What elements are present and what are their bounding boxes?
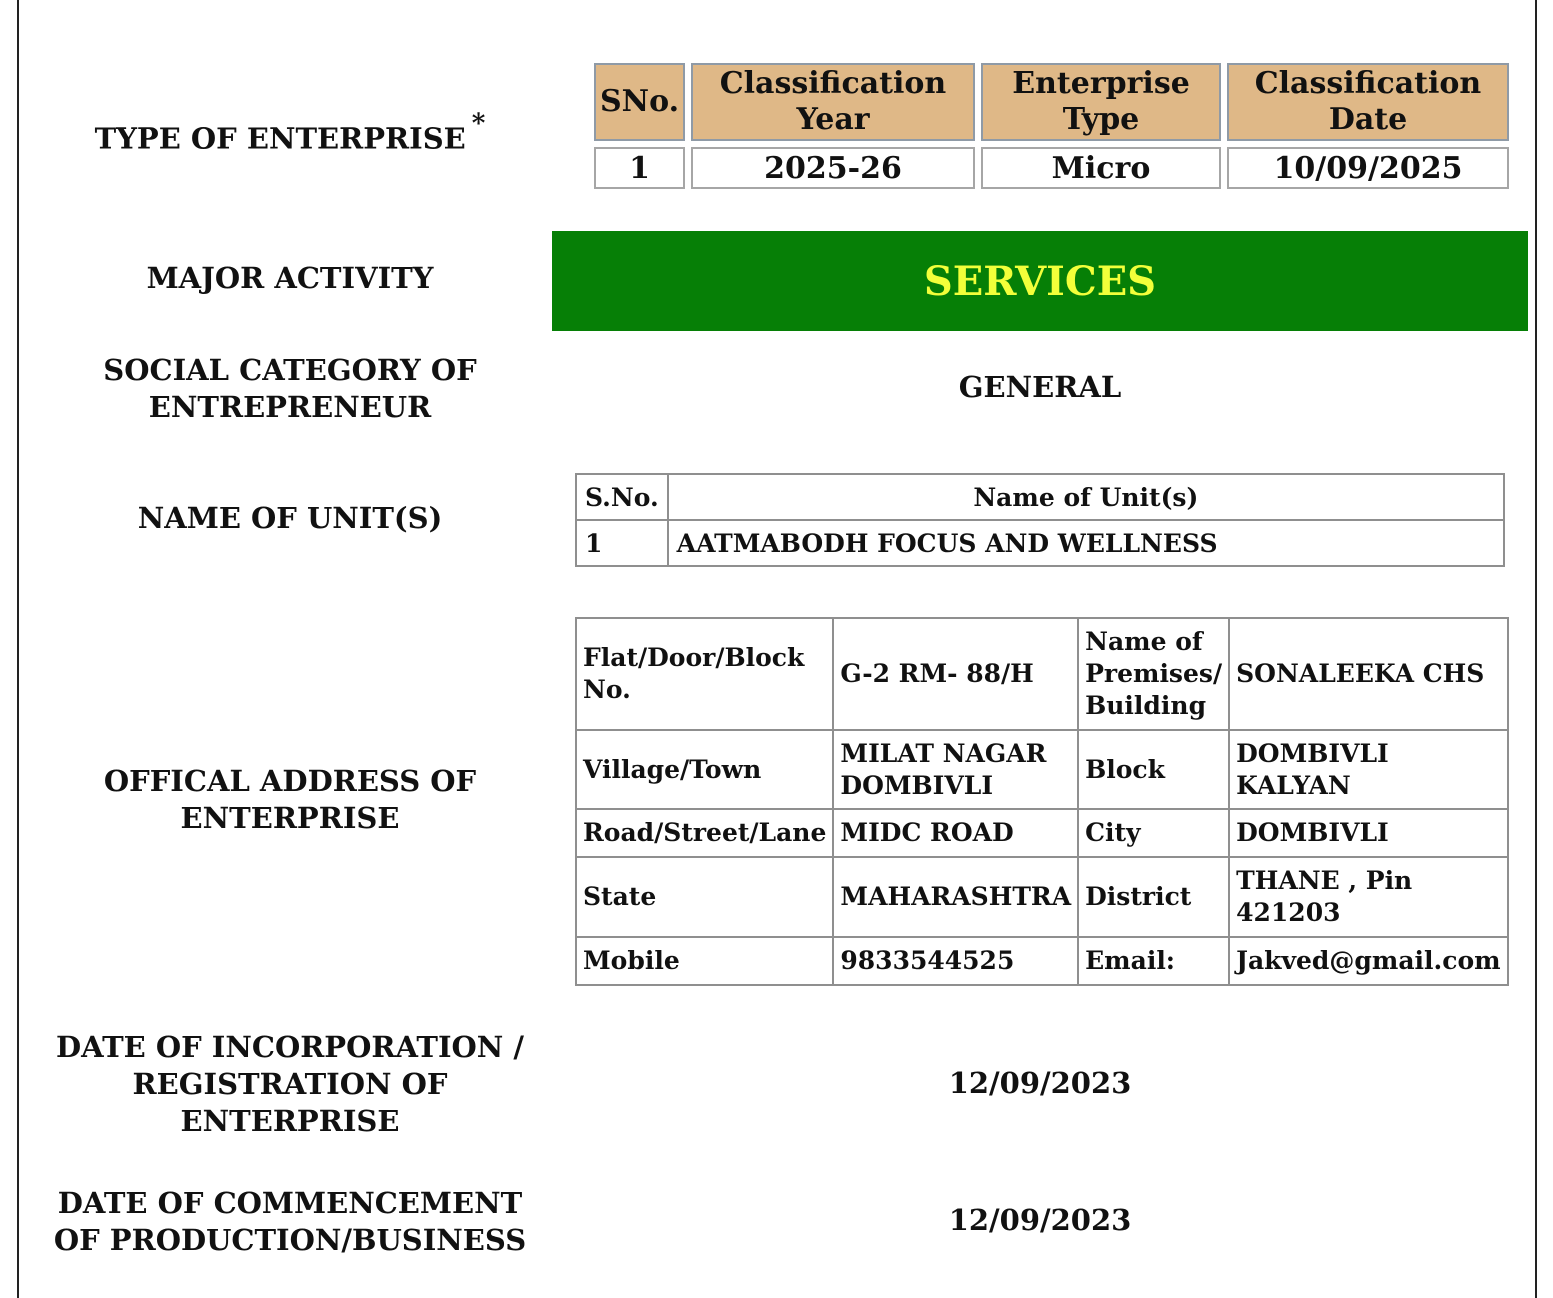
address-key: City [1078, 809, 1229, 857]
cell-classification-year: 2025-26 [691, 147, 975, 189]
header-sno: S.No. [576, 474, 668, 520]
commencement-date-label [40, 1185, 540, 1259]
social-category-label [40, 352, 540, 426]
header-classification-year: Classification Year [691, 63, 975, 141]
address-value: DOMBIVLI KALYAN [1229, 730, 1507, 809]
commencement-date-value: 12/09/2023 [948, 1203, 1132, 1237]
address-value: DOMBIVLI [1229, 809, 1507, 857]
incorporation-label-line3: ENTERPRISE [180, 1104, 400, 1138]
address-key: Road/Street/Lane [576, 809, 833, 857]
address-key: State [576, 857, 833, 937]
commencement-label-line2: OF PRODUCTION/BUSINESS [53, 1223, 527, 1257]
table-row [576, 520, 1504, 566]
table-row [576, 937, 1508, 985]
major-activity-value: SERVICES [923, 257, 1157, 305]
header-sno: SNo. [594, 63, 685, 141]
incorporation-date-value: 12/09/2023 [948, 1066, 1132, 1100]
address-key: Block [1078, 730, 1229, 809]
table-row [576, 809, 1508, 857]
cell-sno: 1 [576, 520, 668, 566]
header-enterprise-type: Enterprise Type [981, 63, 1221, 141]
official-address-label-line2: ENTERPRISE [180, 801, 400, 835]
incorporation-date-label [40, 1029, 540, 1140]
address-key: Flat/Door/Block No. [576, 618, 833, 730]
address-key: Village/Town [576, 730, 833, 809]
table-row [576, 730, 1508, 809]
official-address-label [40, 763, 540, 837]
enterprise-classification-table [588, 57, 1515, 195]
major-activity-label: MAJOR ACTIVITY [146, 261, 434, 295]
address-key: Name of Premises/ Building [1078, 618, 1229, 730]
address-value: MAHARASHTRA [833, 857, 1078, 937]
address-key: Mobile [576, 937, 833, 985]
social-category-label-line2: ENTREPRENEUR [148, 390, 432, 424]
commencement-label-line1: DATE OF COMMENCEMENT [57, 1186, 523, 1220]
cell-enterprise-type: Micro [981, 147, 1221, 189]
table-header-row [576, 474, 1504, 520]
cell-sno: 1 [594, 147, 685, 189]
address-value: MIDC ROAD [833, 809, 1078, 857]
table-row [594, 147, 1509, 189]
social-category-label-line1: SOCIAL CATEGORY OF [103, 353, 477, 387]
address-key: District [1078, 857, 1229, 937]
official-address-label-line1: OFFICAL ADDRESS OF [103, 764, 477, 798]
required-asterisk: * [471, 109, 486, 139]
address-table [575, 617, 1509, 986]
cell-classification-date: 10/09/2025 [1227, 147, 1509, 189]
major-activity-banner [552, 231, 1528, 331]
header-classification-date: Classification Date [1227, 63, 1509, 141]
email-value: Jakved@gmail.com [1229, 937, 1507, 985]
type-of-enterprise-label [40, 109, 540, 158]
name-of-units-label: NAME OF UNIT(S) [137, 501, 443, 535]
address-value: G-2 RM- 88/H [833, 618, 1078, 730]
social-category-value: GENERAL [958, 370, 1122, 404]
cell-unit-name: AATMABODH FOCUS AND WELLNESS [668, 520, 1504, 566]
header-unit-name: Name of Unit(s) [668, 474, 1504, 520]
type-of-enterprise-label-text: TYPE OF ENTERPRISE [94, 121, 466, 156]
address-value: MILAT NAGAR DOMBIVLI [833, 730, 1078, 809]
table-header-row [594, 63, 1509, 141]
address-key: Email: [1078, 937, 1229, 985]
incorporation-label-line1: DATE OF INCORPORATION / [56, 1030, 524, 1064]
mobile-value: 9833544525 [833, 937, 1078, 985]
address-value: THANE , Pin 421203 [1229, 857, 1507, 937]
table-row [576, 857, 1508, 937]
incorporation-label-line2: REGISTRATION OF [132, 1067, 448, 1101]
units-table [575, 473, 1505, 567]
table-row [576, 618, 1508, 730]
address-value: SONALEEKA CHS [1229, 618, 1507, 730]
